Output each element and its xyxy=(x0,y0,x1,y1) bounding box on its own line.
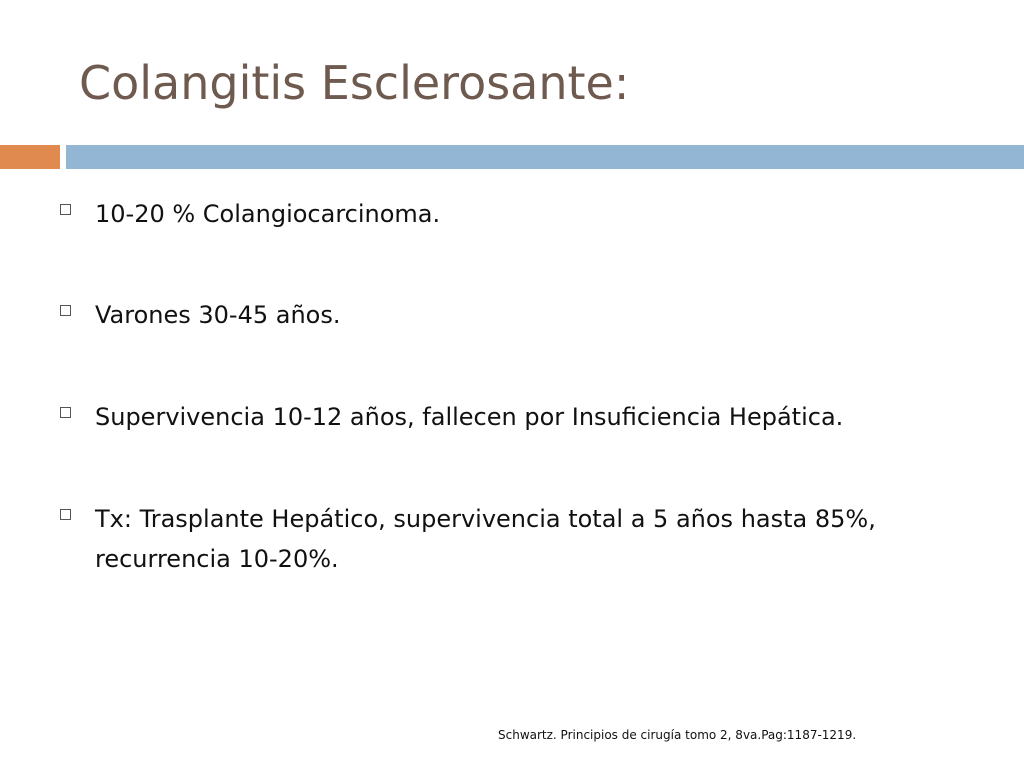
bullet-item-supervivencia xyxy=(60,397,990,437)
bullet-text: 10-20 % Colangiocarcinoma. xyxy=(95,200,441,228)
source-citation: Schwartz. Principios de cirugía tomo 2, 8va.Pag:1187-1219. xyxy=(498,728,857,742)
square-bullet-icon xyxy=(60,204,71,215)
bullet-item-colangiocarcinoma xyxy=(60,194,990,234)
bullet-item-trasplante xyxy=(60,499,990,579)
title-divider-bar xyxy=(66,145,1024,169)
square-bullet-icon xyxy=(60,305,71,316)
bullet-text: Varones 30-45 años. xyxy=(95,301,341,329)
title-accent-bar xyxy=(0,145,60,169)
square-bullet-icon xyxy=(60,407,71,418)
bullet-text: Tx: Trasplante Hepático, supervivencia total a 5 años hasta 85%, recurrencia 10-20%. xyxy=(95,505,876,573)
bullet-text: Supervivencia 10-12 años, fallecen por Insuficiencia Hepática. xyxy=(95,403,844,431)
bullet-item-varones xyxy=(60,295,990,335)
slide-title: Colangitis Esclerosante: xyxy=(79,56,630,110)
square-bullet-icon xyxy=(60,509,71,520)
